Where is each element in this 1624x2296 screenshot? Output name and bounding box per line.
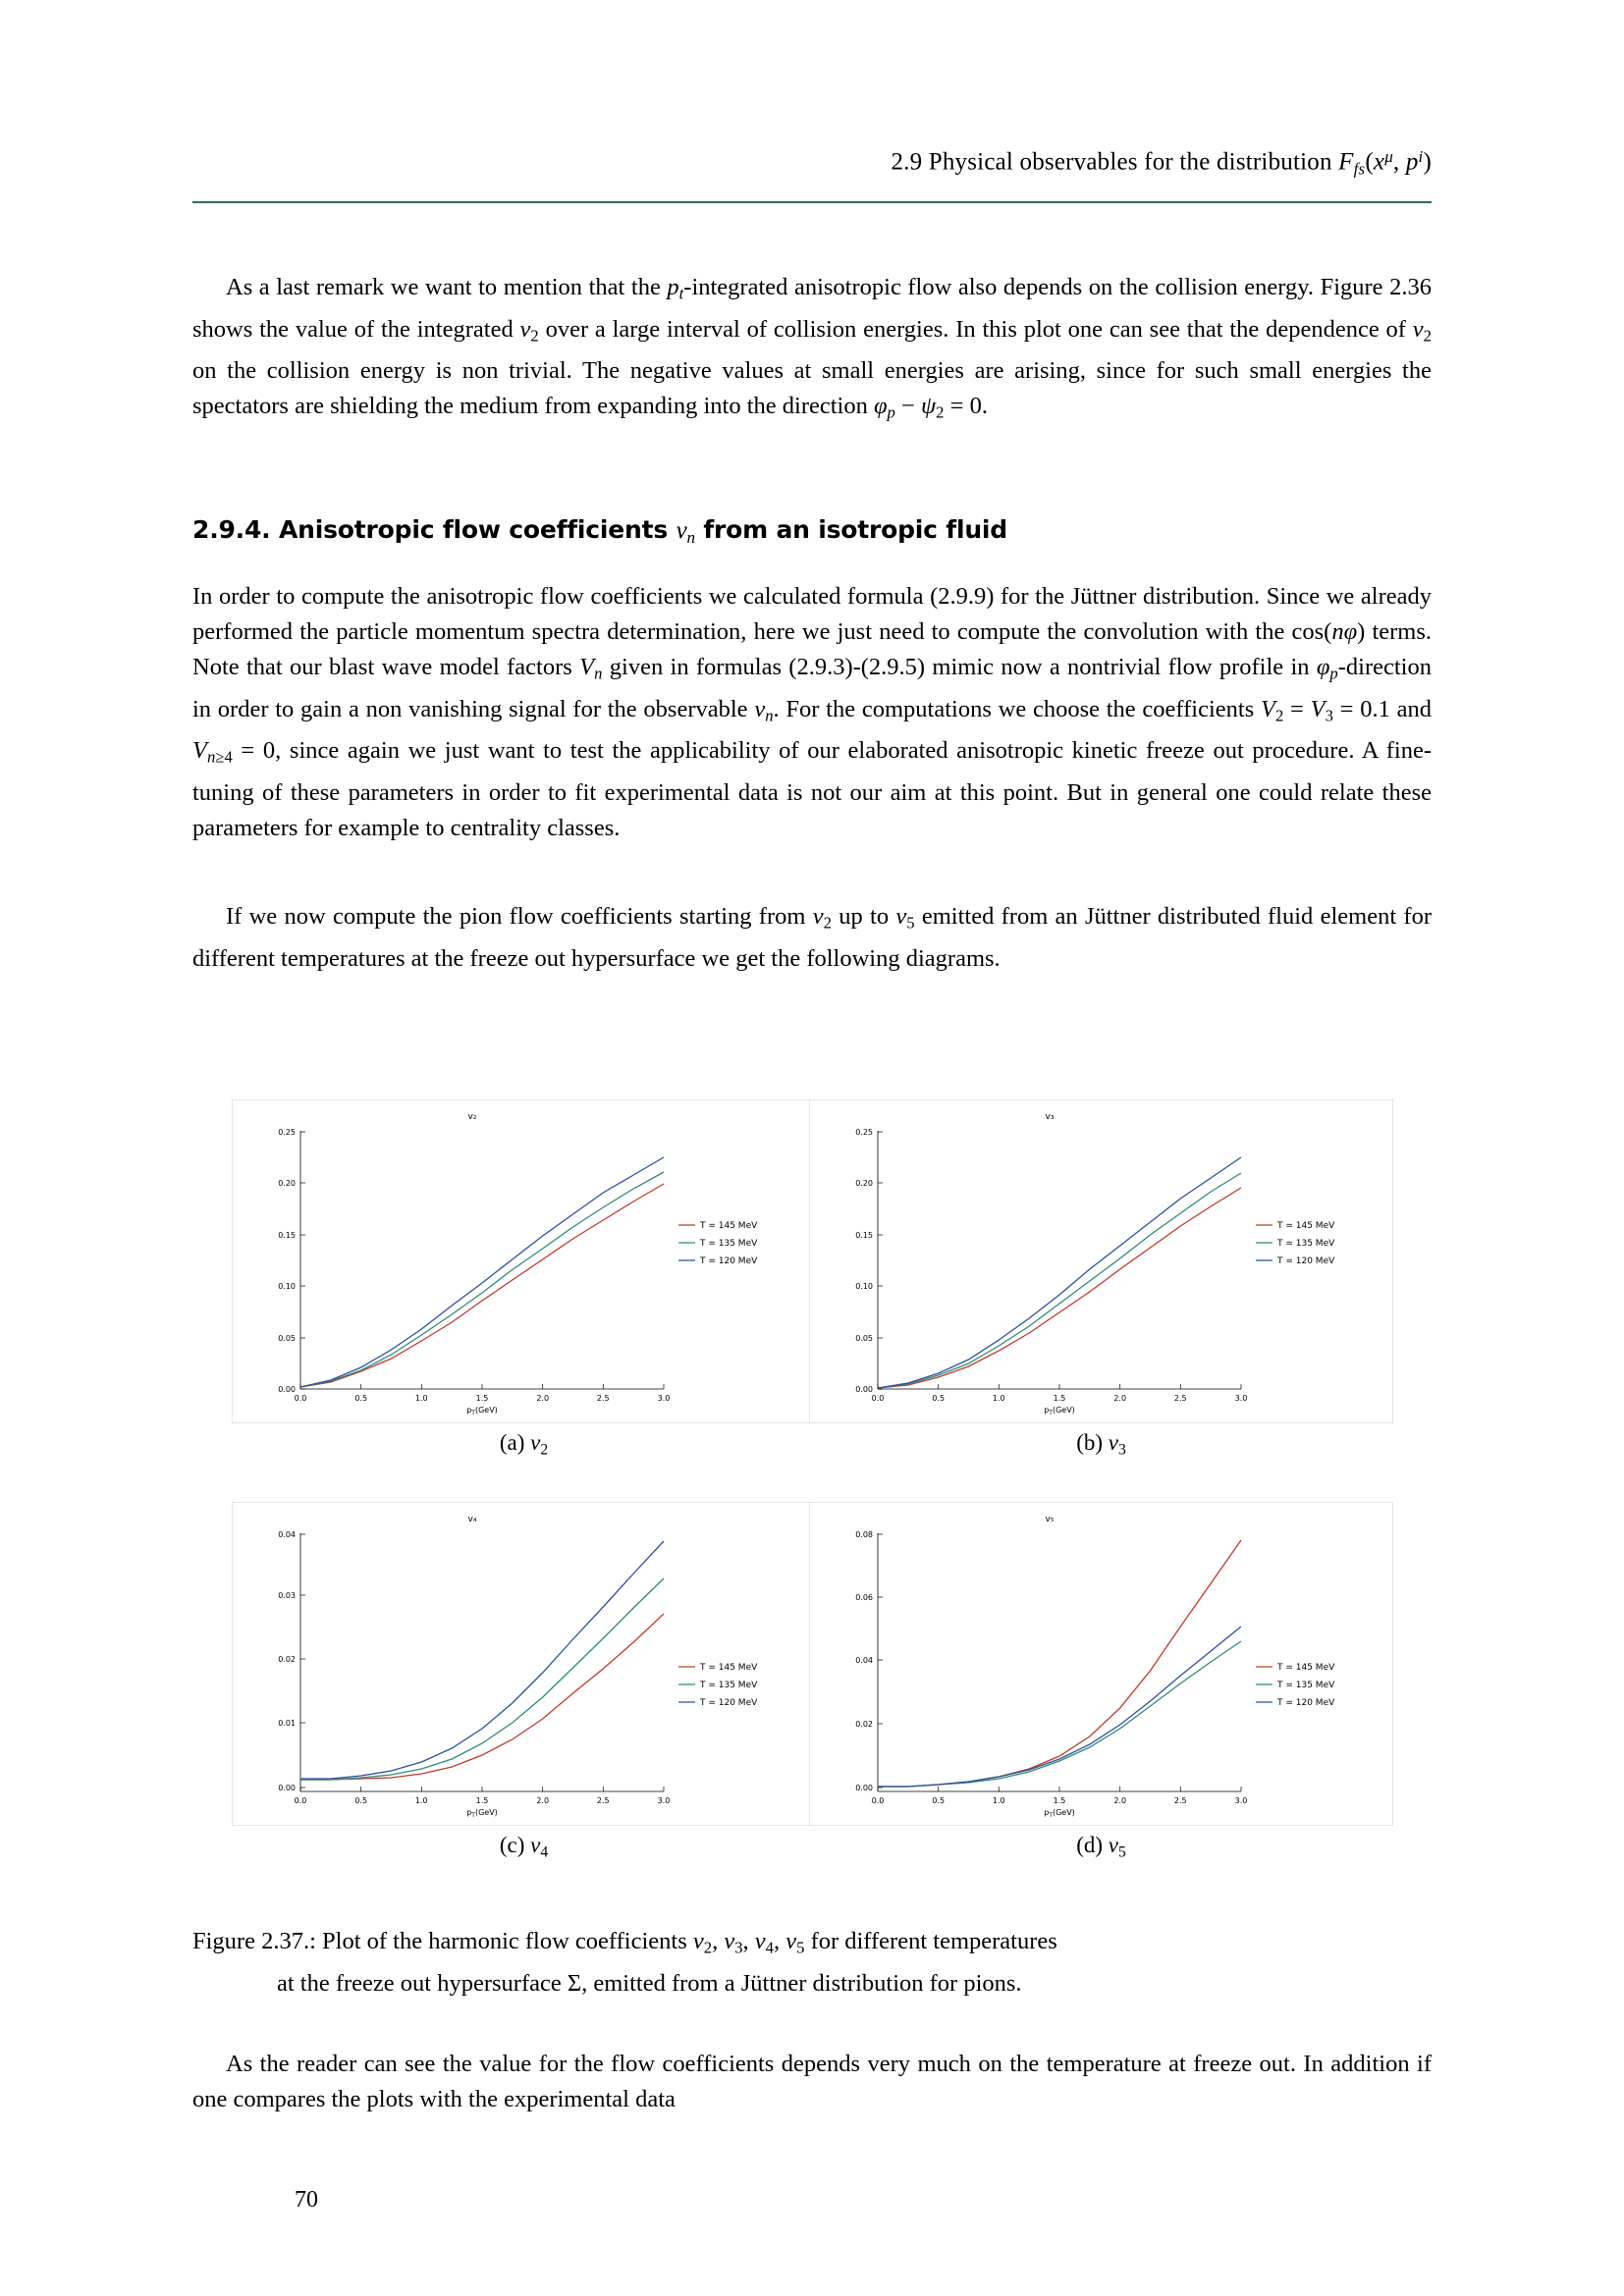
- svg-text:2.0: 2.0: [1113, 1796, 1127, 1805]
- figure-caption-label: Figure 2.37.:: [192, 1928, 316, 1954]
- svg-text:0.03: 0.03: [278, 1591, 296, 1600]
- svg-text:0.5: 0.5: [354, 1394, 368, 1403]
- svg-text:0.25: 0.25: [855, 1128, 873, 1137]
- svg-text:T = 120 MeV: T = 120 MeV: [700, 1256, 758, 1266]
- svg-text:3.0: 3.0: [1234, 1394, 1248, 1403]
- svg-text:0.10: 0.10: [855, 1282, 873, 1291]
- svg-text:T = 135 MeV: T = 135 MeV: [1277, 1239, 1335, 1249]
- page-header: 2.9 Physical observables for the distribution $F_{fs}(x^\mu$, $p^i$): [891, 147, 1432, 179]
- svg-text:0.04: 0.04: [278, 1530, 296, 1539]
- plot-v3: [809, 1099, 1393, 1423]
- svg-text:T = 135 MeV: T = 135 MeV: [700, 1239, 758, 1249]
- svg-text:pT(GeV): $p_T(GeV)$: [466, 1406, 498, 1416]
- svg-text:0.01: 0.01: [278, 1719, 296, 1728]
- subcaption-b: (b) $v_3$: [1076, 1430, 1126, 1459]
- svg-text:v₄: v₄: [467, 1515, 477, 1524]
- svg-text:1.0: 1.0: [414, 1796, 428, 1805]
- plot-v4: [232, 1502, 816, 1826]
- svg-text:T = 145 MeV: T = 145 MeV: [1277, 1663, 1335, 1673]
- subcaption-d: (d) $v_5$: [1076, 1833, 1126, 1861]
- plot-v2-svg: [232, 1099, 816, 1423]
- plot-v2: [232, 1099, 816, 1423]
- svg-text:2.0: 2.0: [536, 1796, 550, 1805]
- svg-text:0.25: 0.25: [278, 1128, 296, 1137]
- plot-v3-svg: [809, 1099, 1393, 1423]
- svg-text:T = 135 MeV: T = 135 MeV: [1277, 1681, 1335, 1690]
- paragraph-1: As a last remark we want to mention that the $p_t$-integrated anisotropic flow also depends on the collision energy. Figure 2.36 shows the value of the integrated $v_2$ over a large interval of collision energies. In this plot one can see that the dependence of $v_2$ on the collision energy is non trivial. The negative values at small energies are arising, since for such small energies the spectators are shielding the medium from expanding into the direction $\varphi_p - \psi_2 = 0$.: [192, 274, 1432, 422]
- svg-text:2.0: 2.0: [536, 1394, 550, 1403]
- svg-text:2.0: 2.0: [1113, 1394, 1127, 1403]
- svg-text:1.5: 1.5: [1053, 1394, 1066, 1403]
- section-heading: [192, 515, 1432, 548]
- plot-v4-svg: [232, 1502, 816, 1826]
- paragraph-3: If we now compute the pion flow coefficients starting from $v_2$ up to $v_5$ emitted from an Jüttner distributed fluid element for different temperatures at the freeze out hypersurface we get the following diagrams.: [192, 903, 1432, 972]
- svg-text:0.02: 0.02: [855, 1720, 873, 1729]
- svg-text:0.04: 0.04: [855, 1656, 873, 1665]
- svg-text:T = 145 MeV: T = 145 MeV: [700, 1663, 758, 1673]
- svg-text:0.0: 0.0: [871, 1394, 885, 1403]
- svg-text:2.5: 2.5: [596, 1796, 610, 1805]
- paragraph-2: In order to compute the anisotropic flow coefficients we calculated formula (2.9.9) for the Jüttner distribution. Since we already performed the particle momentum spectra determination, here we just need to compute the convolution with the cos(nφ) terms. Note that our blast wave model factors $V_n$ given in formulas (2.9.3)-(2.9.5) mimic now a nontrivial flow profile in $\varphi_p$-direction in order to gain a non vanishing signal for the observable $v_n$. For the computations we choose the coefficients $V_2 = V_3 = 0.1$ and $V_{n\ge 4} = 0$, since again we just want to test the applicability of our elaborated anisotropic kinetic freeze out procedure. A fine-tuning of these parameters in order to fit experimental data is not our aim at this point. But in general one could relate these parameters for example to centrality classes.: [192, 583, 1433, 841]
- svg-text:3.0: 3.0: [1234, 1796, 1248, 1805]
- svg-text:1.5: 1.5: [1053, 1796, 1066, 1805]
- svg-text:T = 135 MeV: T = 135 MeV: [700, 1681, 758, 1690]
- svg-text:v₃: v₃: [1045, 1112, 1055, 1122]
- header-divider: [192, 201, 1432, 203]
- svg-text:0.02: 0.02: [278, 1655, 296, 1664]
- svg-text:0.15: 0.15: [278, 1231, 296, 1240]
- svg-text:1.5: 1.5: [475, 1796, 489, 1805]
- svg-text:pT(GeV): $p_T(GeV)$: [466, 1808, 498, 1819]
- paragraph-4: As the reader can see the value for the flow coefficients depends very much on the temperature at freeze out. In addition if one compares the plots with the experimental data: [192, 2051, 1432, 2112]
- svg-text:1.0: 1.0: [992, 1394, 1005, 1403]
- svg-text:0.0: 0.0: [294, 1796, 307, 1805]
- svg-text:2.5: 2.5: [596, 1394, 610, 1403]
- svg-text:0.06: 0.06: [855, 1593, 873, 1602]
- svg-text:0.20: 0.20: [855, 1179, 873, 1188]
- svg-text:T = 120 MeV: T = 120 MeV: [700, 1698, 758, 1708]
- page-number: 70: [295, 2187, 318, 2213]
- svg-text:0.00: 0.00: [855, 1385, 873, 1394]
- svg-text:1.5: 1.5: [475, 1394, 489, 1403]
- svg-text:1.0: 1.0: [992, 1796, 1005, 1805]
- svg-text:T = 120 MeV: T = 120 MeV: [1277, 1698, 1335, 1708]
- svg-text:0.15: 0.15: [855, 1231, 873, 1240]
- figure-caption-line2: at the freeze out hypersurface Σ, emitted from a Jüttner distribution for pions.: [277, 1969, 1022, 1997]
- plot-title: v₂: [467, 1112, 477, 1122]
- svg-text:v₅: v₅: [1045, 1515, 1055, 1524]
- svg-text:0.08: 0.08: [855, 1530, 873, 1539]
- svg-text:0.00: 0.00: [278, 1385, 296, 1394]
- plot-v5-svg: [809, 1502, 1393, 1826]
- svg-text:3.0: 3.0: [657, 1394, 671, 1403]
- svg-text:0.0: 0.0: [294, 1394, 307, 1403]
- section-number: 2.9.4.: [192, 515, 271, 544]
- svg-text:T = 120 MeV: T = 120 MeV: [1277, 1256, 1335, 1266]
- svg-text:0.00: 0.00: [278, 1784, 296, 1792]
- svg-text:0.20: 0.20: [278, 1179, 296, 1188]
- svg-text:3.0: 3.0: [657, 1796, 671, 1805]
- figure-caption: Figure 2.37.: Plot of the harmonic flow coefficients $v_2$, $v_3$, $v_4$, $v_5$ for different temperatures at the freeze out hypersurface Σ, emitted from a Jüttner distribution for pions.: [192, 1924, 1432, 2002]
- svg-text:pT(GeV): $p_T(GeV)$: [1044, 1808, 1075, 1819]
- svg-text:1.0: 1.0: [414, 1394, 428, 1403]
- svg-text:0.5: 0.5: [354, 1796, 368, 1805]
- plot-v5: [809, 1502, 1393, 1826]
- section-title: Anisotropic flow coefficients $v_n$ from an isotropic fluid: [279, 515, 1007, 547]
- svg-text:pT(GeV): $p_T(GeV)$: [1044, 1406, 1075, 1416]
- svg-text:0.0: 0.0: [871, 1796, 885, 1805]
- svg-text:0.05: 0.05: [855, 1334, 873, 1343]
- svg-text:0.10: 0.10: [278, 1282, 296, 1291]
- svg-text:2.5: 2.5: [1173, 1796, 1187, 1805]
- subcaption-c: (c) $v_4$: [499, 1833, 549, 1861]
- svg-text:0.00: 0.00: [855, 1784, 873, 1792]
- svg-text:T = 145 MeV: T = 145 MeV: [1277, 1221, 1335, 1231]
- svg-text:0.05: 0.05: [278, 1334, 296, 1343]
- svg-text:0.5: 0.5: [932, 1394, 946, 1403]
- svg-text:T = 145 MeV: T = 145 MeV: [700, 1221, 758, 1231]
- svg-text:0.5: 0.5: [932, 1796, 946, 1805]
- svg-text:2.5: 2.5: [1173, 1394, 1187, 1403]
- figure-2-37: [192, 1099, 1432, 1875]
- subcaption-a: (a) $v_2$: [499, 1430, 549, 1459]
